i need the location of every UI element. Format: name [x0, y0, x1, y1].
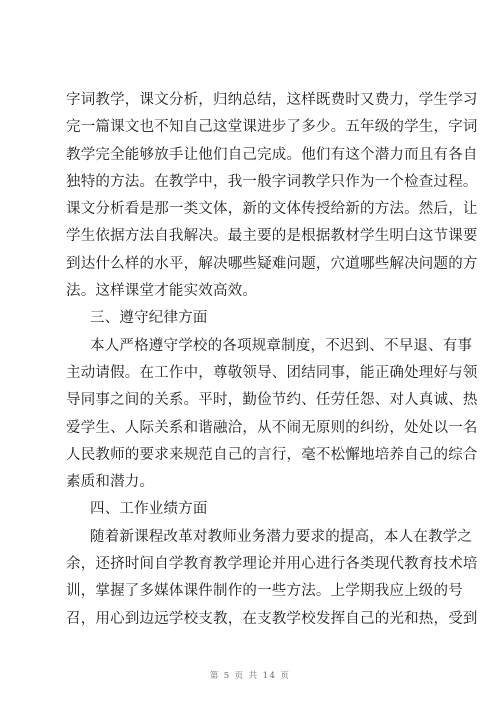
- text-line: 人民教师的要求来规范自己的言行，毫不松懈地培养自己的综合: [66, 446, 478, 463]
- page-number-footer: 第 5 页 共 14 页: [209, 671, 291, 681]
- section-heading: 三、遵守纪律方面: [90, 310, 208, 327]
- text-line: 课文分析看是那一类文体，新的文体传授给新的方法。然后，让: [66, 201, 478, 218]
- text-line: 召，用心到边远学校支教，在支教学校发挥自己的光和热，受到: [66, 610, 478, 627]
- text-line: 训，掌握了多媒体课件制作的一些方法。上学期我应上级的号: [66, 583, 463, 600]
- text-line: 导同事之间的关系。平时，勤俭节约、任劳任怨、对人真诚、热: [66, 392, 478, 409]
- text-line: 教学完全能够放手让他们自己完成。他们有这个潜力而且有各自: [66, 146, 478, 163]
- text-line: 到达什么样的水平，解决哪些疑难问题，穴道哪些解决问题的方: [66, 255, 478, 272]
- text-line: 素质和潜力。: [66, 474, 155, 491]
- section-heading: 四、工作业绩方面: [90, 501, 208, 518]
- text-line: 独特的方法。在教学中，我一般字词教学只作为一个检查过程。: [66, 173, 478, 190]
- text-line: 字词教学，课文分析，归纳总结，这样既费时又费力，学生学习: [66, 92, 478, 108]
- text-line: 爱学生、人际关系和谐融洽，从不闹无原则的纠纷，处处以一名: [66, 419, 478, 436]
- text-line: 学生依据方法自我解决。最主要的是根据教材学生明白这节课要: [66, 228, 478, 245]
- text-line: 余，还挤时间自学教育教学理论并用心进行各类现代教育技术培: [66, 556, 478, 573]
- text-line: 主动请假。在工作中，尊敬领导、团结同事，能正确处理好与领: [66, 364, 478, 381]
- text-line: 本人严格遵守学校的各项规章制度，不迟到、不早退、有事: [90, 337, 473, 354]
- text-line: 随着新课程改革对教师业务潜力要求的提高，本人在教学之: [90, 528, 473, 545]
- document-body: [66, 87, 478, 633]
- text-line: 法。这样课堂才能实效高效。: [66, 283, 258, 300]
- text-line: 完一篇课文也不知自己这堂课进步了多少。五年级的学生，字词: [66, 119, 478, 136]
